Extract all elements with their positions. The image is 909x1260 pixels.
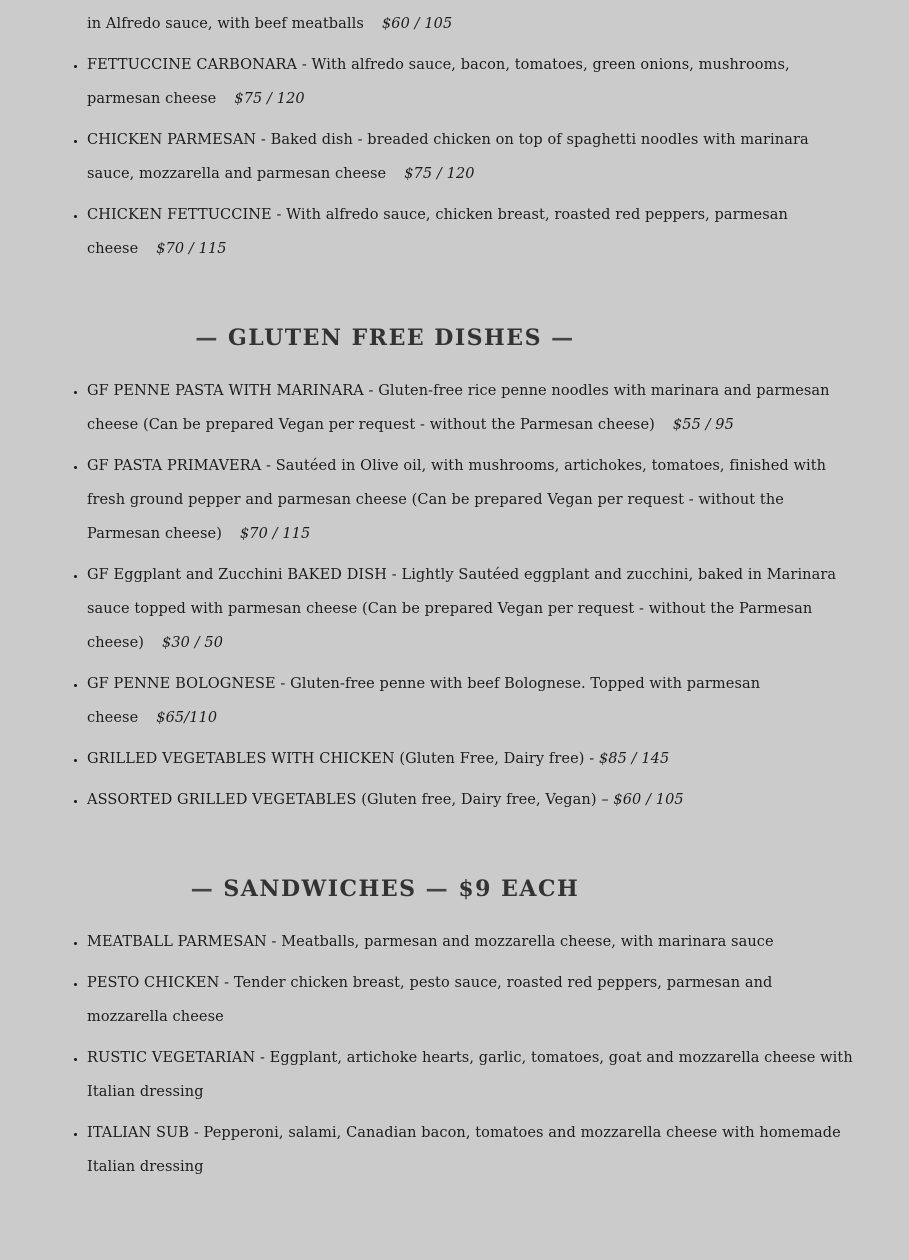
menu-item xyxy=(87,558,857,660)
menu-item xyxy=(87,449,857,551)
item-description: FETTUCCINE CARBONARA - With alfredo sauce, bacon, tomatoes, green onions, mushrooms, parmesan cheese xyxy=(87,57,790,107)
item-description: CHICKEN PARMESAN - Baked dish - breaded chicken on top of spaghetti noodles with marinara sauce, mozzarella and parmesan cheese xyxy=(87,132,809,182)
item-description: GRILLED VEGETABLES WITH CHICKEN (Gluten Free, Dairy free) - xyxy=(87,751,595,767)
item-price: $55 / 95 xyxy=(672,417,734,433)
menu-item xyxy=(87,966,857,1034)
heading-price: $9 EACH xyxy=(458,876,580,902)
menu-item xyxy=(87,374,857,442)
item-description: PESTO CHICKEN - Tender chicken breast, pesto sauce, roasted red peppers, parmesan and mozzarella cheese xyxy=(87,975,773,1025)
item-price: $75 / 120 xyxy=(234,91,305,107)
menu-item xyxy=(87,1041,857,1109)
menu-item xyxy=(87,925,857,959)
item-price: $70 / 115 xyxy=(156,241,227,257)
menu-item xyxy=(87,123,857,191)
heading-dash: — xyxy=(190,876,215,902)
item-description: ASSORTED GRILLED VEGETABLES (Gluten free, Dairy free, Vegan) – xyxy=(87,792,609,808)
heading-dash: — xyxy=(195,325,219,351)
menu-item xyxy=(87,198,857,266)
section-heading-sandwiches xyxy=(0,876,770,902)
menu-item xyxy=(87,742,857,776)
heading-title: SANDWICHES xyxy=(223,876,417,902)
item-description: GF PENNE PASTA WITH MARINARA - Gluten-free rice penne noodles with marinara and parmesan cheese (Can be prepared Vegan per request - without the Parmesan cheese) xyxy=(87,383,830,433)
menu-item xyxy=(87,783,857,817)
item-description: CHICKEN FETTUCCINE - With alfredo sauce, chicken breast, roasted red peppers, parmesan cheese xyxy=(87,207,788,257)
item-price: $85 / 145 xyxy=(598,751,670,767)
item-description: in Alfredo sauce, with beef meatballs xyxy=(87,16,364,32)
item-description: GF PENNE BOLOGNESE - Gluten-free penne with beef Bolognese. Topped with parmesan cheese xyxy=(87,676,761,726)
item-price: $60 / 105 xyxy=(381,16,453,32)
item-price: $65/110 xyxy=(156,710,218,726)
menu-item xyxy=(87,1116,857,1184)
item-description: GF PASTA PRIMAVERA - Sautéed in Olive oil, with mushrooms, artichokes, tomatoes, finished with fresh ground pepper and parmesan cheese (Can be prepared Vegan per request - without the Parmesan cheese) xyxy=(87,458,827,542)
item-price: $60 / 105 xyxy=(613,792,684,808)
heading-dash: — xyxy=(425,876,450,902)
menu-item xyxy=(87,667,857,735)
item-price: $70 / 115 xyxy=(239,526,311,542)
item-description: MEATBALL PARMESAN - Meatballs, parmesan and mozzarella cheese, with marinara sauce xyxy=(87,934,774,950)
section-heading-gluten-free xyxy=(0,325,770,351)
menu-item xyxy=(87,48,857,116)
gluten-free-list xyxy=(0,374,909,824)
menu-item xyxy=(87,7,857,41)
sandwiches-list xyxy=(0,925,909,1191)
pasta-list xyxy=(0,7,909,273)
heading-title: GLUTEN FREE DISHES xyxy=(228,325,542,351)
item-price: $75 / 120 xyxy=(404,166,475,182)
item-description: ITALIAN SUB - Pepperoni, salami, Canadian bacon, tomatoes and mozzarella cheese with homemade Italian dressing xyxy=(87,1125,841,1175)
item-description: GF Eggplant and Zucchini BAKED DISH - Lightly Sautéed eggplant and zucchini, baked in Marinara sauce topped with parmesan cheese (Can be prepared Vegan per request - without the Parmesan cheese) xyxy=(87,567,837,651)
item-price: $30 / 50 xyxy=(162,635,224,651)
heading-dash: — xyxy=(551,325,575,351)
item-description: RUSTIC VEGETARIAN - Eggplant, artichoke hearts, garlic, tomatoes, goat and mozzarella cheese with Italian dressing xyxy=(87,1050,853,1100)
